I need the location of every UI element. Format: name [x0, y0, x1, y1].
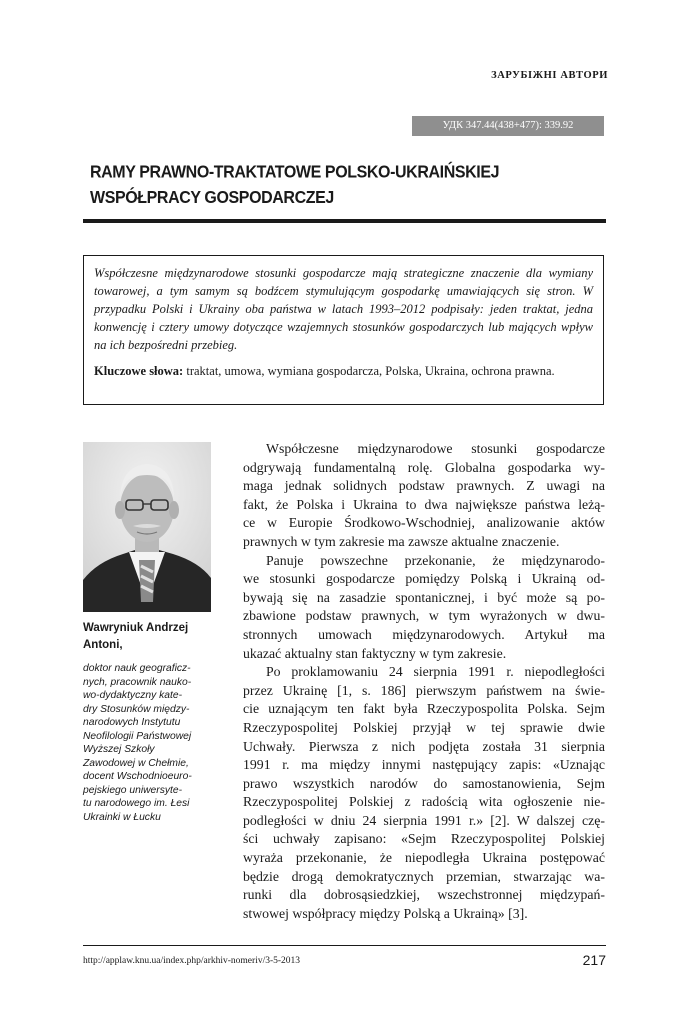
author-name-line: Antoni,: [83, 639, 123, 651]
body-line: stwowej współpracy między Polską a Ukrainą» [3].: [243, 905, 528, 921]
body-line: maga jednak solidnych podstaw prawnych. Z uwagi na: [243, 478, 605, 494]
section-header: ЗАРУБІЖНІ АВТОРИ: [491, 70, 608, 81]
bio-line: narodowych Instytutu: [83, 717, 181, 728]
author-name-line: Wawryniuk Andrzej: [83, 622, 189, 634]
abstract: [94, 264, 593, 354]
body-line: podległości w dniu 24 sierpnia 1991 r.» [2]. W dalszej czę-: [243, 812, 605, 828]
body-line: Panuje powszechne przekonanie, że międzynarodo-: [266, 552, 605, 568]
bio-line: pejskiego uniwersyte-: [83, 784, 183, 796]
body-line: wyraża przekonanie, że niepodległa Ukraina postępować: [243, 850, 605, 866]
body-line: prawo wszystkich narodów do samostanowienia, Sejm: [243, 775, 605, 791]
body-line: Uchwały. Pierwsza z nich podjęta została 31 sierpnia: [243, 738, 605, 754]
keywords-text: traktat, umowa, wymiana gospodarcza, Polska, Ukraina, ochrona prawna.: [183, 364, 555, 378]
footer-divider: [83, 945, 606, 946]
body-line: zbawione podstaw prawnych, w tym wyrażonych w dwu-: [243, 608, 605, 624]
keywords: [94, 362, 593, 380]
bio-line: wo-dydaktyczny kate-: [83, 690, 183, 701]
body-line: Rzeczypospolitej Polskiej przyjął w tej sprawie dwie: [243, 719, 605, 735]
bio-line: Zawodowej w Chełmie,: [83, 757, 189, 769]
abstract-line: się stron. W przypadku Polski i Ukrainy oba państwa w latach 1993–2012 podpisały:: [94, 284, 593, 316]
abstract-line: wymiany towarowej, a tym samym są bodźcem stymulującym gospodarkę umawiających: [94, 266, 593, 298]
author-name: [83, 620, 223, 654]
bio-line: nych, pracownik nauko-: [83, 676, 192, 688]
title-divider: [83, 219, 606, 223]
body-line: ce w Europie Środkowo-Wschodniej, analizowanie aktów: [243, 515, 605, 531]
body-line: prawnych w tym zakresie ma zawsze aktualne znaczenie.: [243, 533, 560, 549]
body-line: przez Ukrainę [1, s. 186] pierwszym państwem na świe-: [243, 682, 605, 698]
author-photo: [83, 442, 211, 612]
bio-line: tu narodowego im. Łesi: [83, 798, 190, 809]
body-line: 1991 r. ma między innymi następujący zapis: «Uznając: [243, 757, 605, 773]
body-line: odgrywają fundamentalną rolę. Globalna gospodarka wy-: [243, 459, 605, 475]
body-line: cie uznającym ten fakt była Rzeczypospolita Polska. Sejm: [243, 701, 605, 717]
page-number: 217: [582, 952, 606, 968]
body-line: ukazać aktualny stan faktyczny w tym zakresie.: [243, 645, 507, 661]
body-line: fakt, że Polska i Ukraina to dwa największe państwa leżą-: [243, 496, 605, 512]
footer-url[interactable]: http://applaw.knu.ua/index.php/arkhiv-nomeriv/3-5-2013: [83, 956, 301, 966]
body-line: we stosunki gospodarcze pomiędzy Polską i Ukrainą od-: [243, 571, 605, 587]
article-body: [243, 440, 605, 923]
keywords-label: Kluczowe słowa:: [94, 364, 184, 378]
body-line: stronnych umowach międzynarodowych. Artykuł ma: [243, 626, 605, 642]
body-line: runki dla dobrosąsiedzkiej, wszechstronnej międzypań-: [243, 887, 605, 903]
body-line: bywają się na zasadzie spontanicznej, i być może są po-: [243, 589, 605, 605]
bio-line: docent Wschodnioeuro-: [83, 771, 192, 782]
bio-line: Ukrainki w Łucku: [83, 811, 161, 823]
abstract-line: Współczesne międzynarodowe stosunki gospodarcze mają strategiczne znaczenie dla: [94, 266, 549, 280]
author-portrait-image: [83, 442, 211, 612]
title-line: WSPÓŁPRACY GOSPODARCZEJ: [90, 188, 334, 208]
abstract-line: gospodarczych lub mających wpływ na ich bezpośredni przebieg.: [94, 320, 593, 352]
udk-code: УДК 347.44(438+477): 339.92: [412, 116, 604, 136]
author-bio: [83, 662, 223, 824]
body-line: Po proklamowaniu 24 sierpnia 1991 r. niepodległości: [266, 664, 605, 680]
title-line: RAMY PRAWNO-TRAKTATOWE POLSKO-UKRAIŃSKIEJ: [90, 163, 500, 182]
bio-line: doktor nauk geograficz-: [83, 663, 191, 674]
bio-line: Wyższej Szkoły: [83, 744, 155, 755]
body-line: ści uchwały zapisano: «Sejm Rzeczypospolitej Polskiej: [243, 831, 605, 847]
body-line: Rzeczypospolitej Polskiej z radością wita ogłoszenie nie-: [243, 794, 605, 810]
article-title: [90, 160, 610, 211]
abstract-line: jeden traktat, jedna konwencję i cztery umowy dotyczące wzajemnych stosunków: [94, 302, 594, 334]
body-line: będzie drogą demokratycznych przemian, stwarzając wa-: [243, 868, 605, 884]
body-line: Współczesne międzynarodowe stosunki gospodarcze: [266, 441, 605, 456]
bio-line: Neofilologii Państwowej: [83, 730, 192, 742]
abstract-box: [83, 255, 604, 405]
bio-line: dry Stosunków między-: [83, 703, 190, 715]
